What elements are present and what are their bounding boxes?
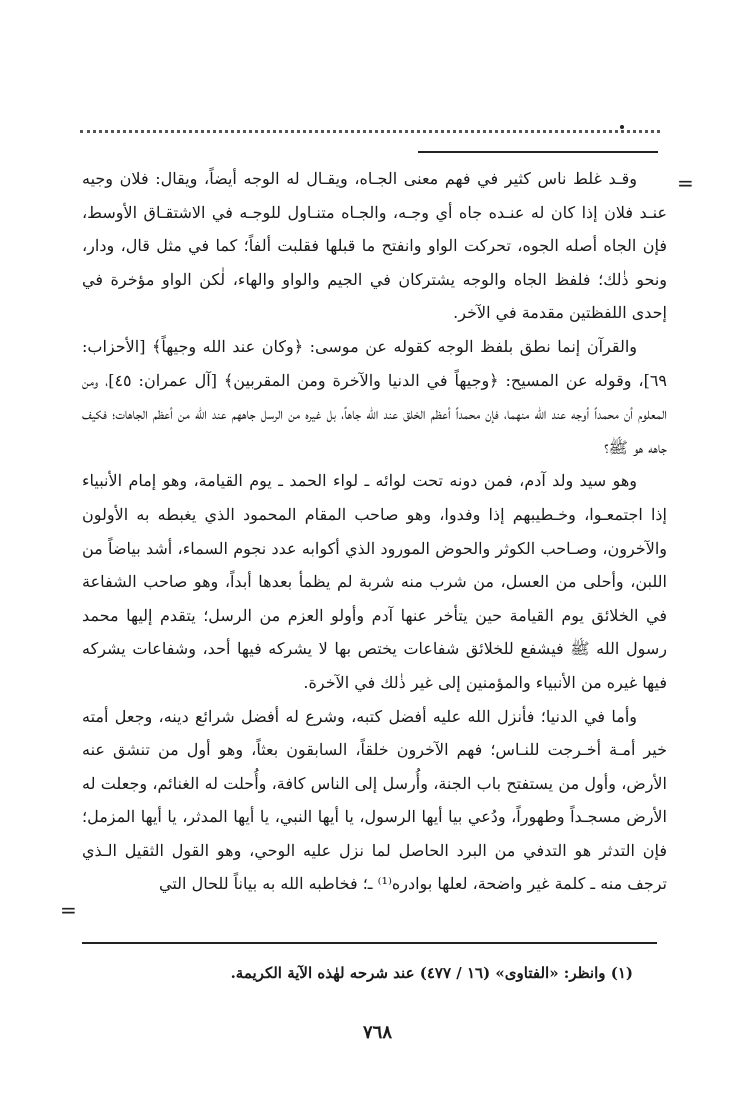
paragraph-2: والقرآن إنما نطق بلفظ الوجه كقوله عن موسى: ﴿وكان عند الله وجيهاً﴾ [الأحزاب: ٦٩]، وقوله عن المسيح: ﴿وجيهاً في الدنيا والآخرة ومن المقربين﴾ [آل عمران: ٤٥]، ومن المعلوم أن محمداً أوجه عند الله منهما، فإن محمداً أعظم الخلق عند الله جاهاً، بل غيره من الرسل جاههم عند الله من أعظم الجاهات؛ فكيف جاهه هو ﷺ؟ (82, 336, 667, 457)
paragraph-1: وقـد غلط ناس كثير في فهم معنى الجـاه، ويقـال له الوجه أيضاً، ويقال: فلان وجيه عنـد فلان إذا كان له عنـده جاه أي وجـه، والجـاه متنـاول للوجـه في الاشتقـاق الأوسط، فإن الجاه أصله الجوه، تحركت الواو وانفتح ما قبلها فقلبت ألفاً؛ كما في مثل قال، ودار، ونحو ذٰلك؛ فلفظ الجاه والوجه يشتركان في الجيم والواو والهاء، لٰكن الواو مؤخرة في إحدى اللفظتين مقدمة في الآخر. (82, 169, 667, 323)
continuation-mark-top: = (677, 171, 694, 195)
continuation-mark-bottom: = (60, 898, 77, 922)
footnote-separator (82, 942, 657, 944)
page-number: ٧٦٨ (362, 1022, 392, 1043)
footnote-continuation-rule (418, 151, 658, 153)
header-dot (620, 125, 624, 129)
paragraph-3: وهو سيد ولد آدم، فمن دونه تحت لوائه ـ لواء الحمد ـ يوم القيامة، وهو إمام الأنبياء إذا اجتمعـوا، وخـطيبهم إذا وفدوا، وهو صاحب المقام المحمود الذي يغبطه به الأولون والآخرون، وصـاحب الكوثر والحوض المورود الذي أكوابه عدد نجوم السماء، أشد بياضاً من اللبن، وأحلى من العسل، من شرب منه شربة لم يظمأ بعدها أبداً، وهو صاحب الشفاعة في الخلائق يوم القيامة حين يتأخر عنها آدم وأولو العزم من الرسل؛ يتقدم إليها محمد رسول الله ﷺ فيشفع للخلائق شفاعات يختص بها لا يشركه فيها أحد، وشفاعات يشركه فيها غيره من الأنبياء والمؤمنين إلى غير ذٰلك في الآخرة. (82, 471, 667, 692)
main-text (82, 162, 667, 901)
header-dotted-rule (80, 130, 660, 133)
footnote: (١) وانظر: «الفتاوى» (١٦ / ٤٧٧) عند شرحه لهٰذه الآية الكريمة. (230, 964, 633, 982)
paragraph-4: وأما في الدنيا؛ فأنزل الله عليه أفضل كتبه، وشرع له أفضل شرائع دينه، وجعل أمته خير أمـة أخـرجت للنـاس؛ فهم الآخرون خلقاً، السابقون بعثاً، وهو أول من تنشق عنه الأرض، وأول من يستفتح باب الجنة، وأُرسل إلى الناس كافة، وأُحلت له الغنائم، وجعلت له الأرض مسجـداً وطهوراً، ودُعي بيا أيها الرسول، يا أيها النبي، يا أيها المدثر، يا أيها المزمل؛ فإن التدثر هو التدفي من البرد الحاصل لما نزل عليه الوحي، وهو القول الثقيل الـذي ترجف منه ـ كلمة غير واضحة، لعلها بوادره⁽¹⁾ ـ؛ فخاطبه الله به بياناً للحال التي (82, 706, 667, 894)
